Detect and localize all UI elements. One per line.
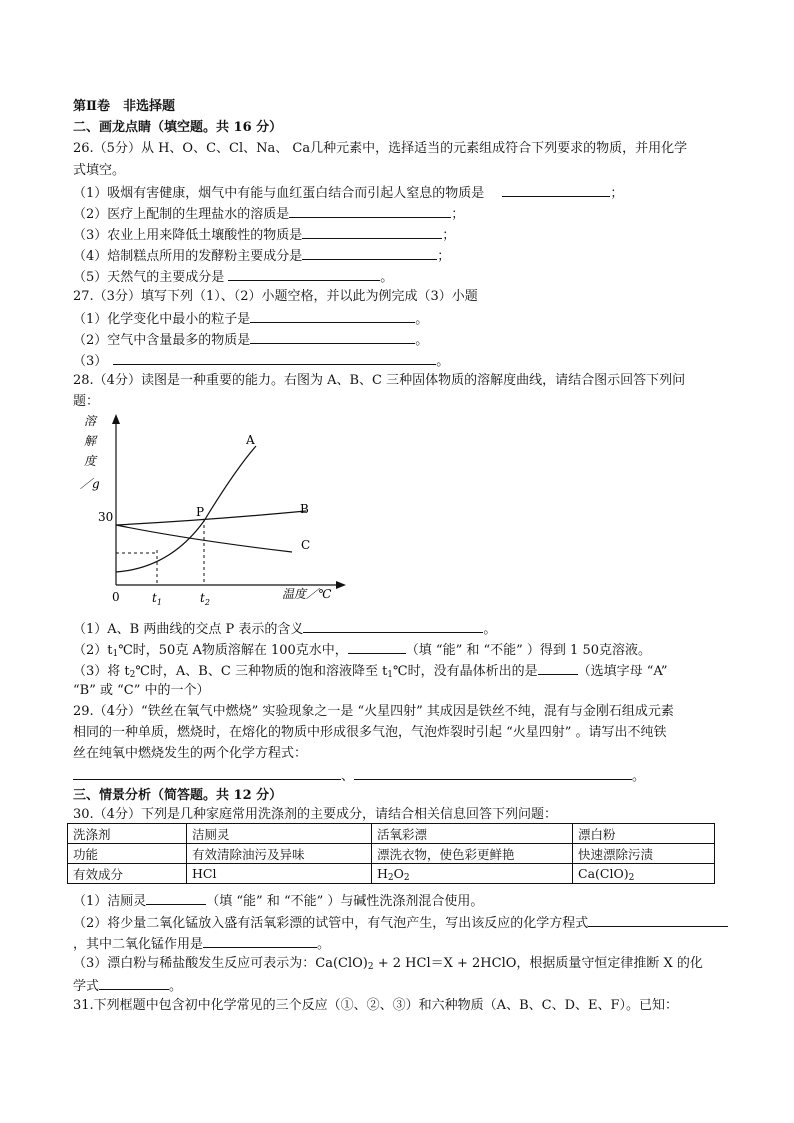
subscript: 2 — [367, 962, 374, 972]
q30-stem: 30.（4分）下列是几种家庭常用洗涤剂的主要成分，请结合相关信息回答下列问题： — [73, 807, 557, 822]
x-tick-t2-sub: 2 — [204, 598, 210, 607]
answer-blank[interactable] — [99, 976, 169, 990]
q27-item3-text: （3） — [73, 354, 108, 369]
table-cell: 漂白粉 — [573, 824, 715, 844]
answer-blank[interactable] — [303, 619, 483, 633]
answer-blank[interactable] — [302, 225, 442, 239]
part3-heading: 三、情景分析（简答题。共 12 分） — [73, 788, 283, 803]
table-cell: 洁厕灵 — [187, 824, 372, 844]
formula-part: H — [377, 866, 388, 881]
answer-blank[interactable] — [354, 766, 632, 780]
x-tick-label — [200, 591, 210, 607]
answer-blank[interactable] — [113, 351, 436, 365]
part2-heading: 二、画龙点睛（填空题。共 16 分） — [73, 120, 283, 135]
subscript: 2 — [628, 873, 635, 883]
q30-item — [73, 955, 703, 973]
q26-item2-text: （2）医疗上配制的生理盐水的溶质是 — [73, 207, 290, 222]
x-axis-arrow — [336, 581, 346, 589]
y-label-char: 度 — [84, 454, 97, 468]
q26-semicolon: ； — [451, 207, 465, 222]
y-label-unit: ／g — [80, 477, 100, 491]
q30-item1-suffix: （填 “能” 和 “不能” ）与碱性洗涤剂混合使用。 — [206, 894, 484, 909]
section-title: 第Ⅱ卷 非选择题 — [73, 99, 175, 114]
answer-blank[interactable] — [146, 891, 206, 905]
series-b-label: B — [300, 502, 309, 516]
q26-stem-cont: 式填空。 — [73, 163, 126, 178]
table-row — [68, 824, 715, 844]
q28-item3-cont: “B” 或 “C” 中的一个） — [73, 683, 210, 698]
answer-blank[interactable] — [588, 913, 728, 927]
q27-period: 。 — [415, 333, 429, 348]
answer-blank[interactable] — [348, 640, 406, 654]
q28-item3-text2: ℃时，没有晶体析出的是 — [393, 664, 538, 679]
q26-item — [73, 183, 623, 203]
answer-blank[interactable] — [228, 267, 380, 281]
q27-period: 。 — [415, 312, 429, 327]
q28-item2-prefix: （2）t — [73, 643, 113, 658]
table-cell: 洗涤剂 — [68, 824, 187, 844]
table-cell — [573, 864, 715, 884]
table-row — [68, 844, 715, 864]
q30-item — [73, 934, 330, 954]
q29-answer-line — [73, 766, 645, 786]
q30-item — [73, 891, 483, 911]
q29-end: 。 — [632, 769, 646, 784]
y-label-char: 解 — [84, 434, 97, 448]
answer-blank[interactable] — [250, 330, 415, 344]
q27-item1-text: （1）化学变化中最小的粒子是 — [73, 312, 251, 327]
q30-item2-cont: ，其中二氧化锰作用是 — [73, 937, 204, 952]
x-tick-t2: t — [200, 591, 205, 605]
q27-period: 。 — [436, 354, 450, 369]
detergent-table — [67, 823, 715, 884]
q26-semicolon: ； — [437, 249, 451, 264]
answer-blank[interactable] — [289, 204, 451, 218]
q26-item — [73, 267, 393, 287]
q26-item5-text: （5）天然气的主要成分是 — [73, 270, 225, 285]
q28-item3-prefix: （3）将 t — [73, 664, 130, 679]
formula-part: O — [393, 866, 404, 881]
table-cell: 漂洗衣物，使色彩更鲜艳 — [372, 844, 573, 864]
q28-period: 。 — [483, 622, 497, 637]
q30-period: 。 — [169, 979, 183, 994]
x-tick-label — [152, 591, 162, 607]
x-tick-t1: t — [152, 591, 157, 605]
answer-blank[interactable] — [302, 246, 437, 260]
q28-item2-text: ℃时，50克 A物质溶解在 100克水中， — [118, 643, 348, 658]
answer-blank[interactable] — [203, 934, 317, 948]
q28-item2-suffix: （填 “能” 和 “不能” ）得到 1 50克溶液。 — [405, 643, 651, 658]
q28-item — [73, 640, 651, 660]
x-tick-t1-sub: 1 — [156, 598, 162, 607]
formula-part: Ca(ClO) — [578, 866, 629, 881]
solubility-chart — [70, 410, 360, 610]
origin-label: 0 — [112, 590, 120, 604]
q26-period: 。 — [380, 270, 394, 285]
q29-stem-cont: 相同的一种单质，燃烧时，在熔化的物质中形成很多气泡，气泡炸裂时引起 “火星四射” 。请写出不纯铁 — [73, 725, 667, 740]
q26-item4-text: （4）焙制糕点所用的发酵粉主要成分是 — [73, 249, 303, 264]
q28-item — [73, 661, 667, 681]
table-row — [68, 864, 715, 884]
q30-item3-text2: + 2 HCl＝X + 2HClO，根据质量守恒定律推断 X 的化 — [373, 956, 703, 971]
q28-item1-text: （1）A、B 两曲线的交点 P 表示的含义 — [73, 622, 304, 637]
q29-stem-cont: 丝在纯氧中燃烧发生的两个化学方程式： — [73, 746, 308, 761]
subscript: 2 — [129, 670, 136, 680]
q26-item — [73, 246, 450, 266]
q28-item — [73, 619, 496, 639]
answer-blank[interactable] — [538, 661, 578, 675]
series-c-label: C — [301, 538, 311, 552]
q27-item2-text: （2）空气中含量最多的物质是 — [73, 333, 251, 348]
table-cell: 功能 — [68, 844, 187, 864]
q27-stem: 27.（3分）填写下列（1）、（2）小题空格，并以此为例完成（3）小题 — [73, 289, 478, 304]
q29-stem: 29.（4分）“铁丝在氧气中燃烧” 实验现象之一是 “火星四射” 其成因是铁丝不纯，混有与金刚石组成元素 — [73, 704, 674, 719]
y-tick-label: 30 — [98, 510, 114, 524]
q29-separator: 、 — [341, 769, 355, 784]
q26-item1-text: （1）吸烟有害健康，烟气中有能与血红蛋白结合而引起人窒息的物质是 — [73, 186, 485, 201]
y-axis-arrow — [112, 414, 120, 424]
q26-semicolon: ； — [610, 186, 624, 201]
q26-item — [73, 225, 455, 245]
subscript: 2 — [403, 873, 410, 883]
q30-item3-cont: 学式 — [73, 979, 100, 994]
q30-item — [73, 913, 728, 933]
q31-stem: 31.下列框题中包含初中化学常见的三个反应（①、②、③）和六种物质（A、B、C、D、E、F）。已知： — [73, 998, 678, 1013]
series-a-label: A — [246, 433, 255, 447]
q27-item — [73, 309, 428, 329]
q30-period: 。 — [317, 937, 331, 952]
x-axis-label: 温度／℃ — [282, 587, 332, 601]
table-cell: 快速漂除污渍 — [573, 844, 715, 864]
q28-item3-text: ℃时，A、B、C 三种物质的饱和溶液降至 t — [135, 664, 388, 679]
answer-blank[interactable] — [73, 766, 341, 780]
q26-item — [73, 204, 464, 224]
q30-item3-text: （3）漂白粉与稀盐酸发生反应可表示为：Ca(ClO) — [73, 956, 368, 971]
point-p-label: P — [196, 505, 205, 519]
table-cell: 有效成分 — [68, 864, 187, 884]
q26-item3-text: （3）农业上用来降低土壤酸性的物质是 — [73, 228, 303, 243]
q28-stem: 28.（4分）读图是一种重要的能力。右图为 A、B、C 三种固体物质的溶解度曲线，请结合图示回答下列问 — [73, 373, 686, 388]
curve-b — [116, 511, 306, 525]
q30-item — [73, 976, 182, 996]
q28-stem-cont: 题： — [73, 394, 100, 409]
q27-item — [73, 330, 428, 350]
answer-blank[interactable] — [502, 183, 610, 197]
q27-item — [73, 351, 449, 371]
q30-item1-prefix: （1）洁厕灵 — [73, 894, 147, 909]
subscript: 1 — [112, 649, 119, 659]
subscript: 2 — [387, 873, 394, 883]
q26-stem: 26.（5分）从 H、O、C、Cl、Na、 Ca几种元素中，选择适当的元素组成符合下列要求的物质，并用化学 — [73, 141, 688, 156]
subscript: 1 — [387, 670, 394, 680]
q30-item2-text: （2）将少量二氧化锰放入盛有活氧彩漂的试管中，有气泡产生，写出该反应的化学方程式 — [73, 916, 589, 931]
table-cell: HCl — [187, 864, 372, 884]
table-cell — [372, 864, 573, 884]
answer-blank[interactable] — [250, 309, 415, 323]
q26-semicolon: ； — [442, 228, 456, 243]
table-cell: 活氧彩漂 — [372, 824, 573, 844]
q28-item3-suffix: （选填字母 “A” — [577, 664, 668, 679]
y-label-char: 溶 — [84, 414, 97, 428]
table-cell: 有效清除油污及异味 — [187, 844, 372, 864]
